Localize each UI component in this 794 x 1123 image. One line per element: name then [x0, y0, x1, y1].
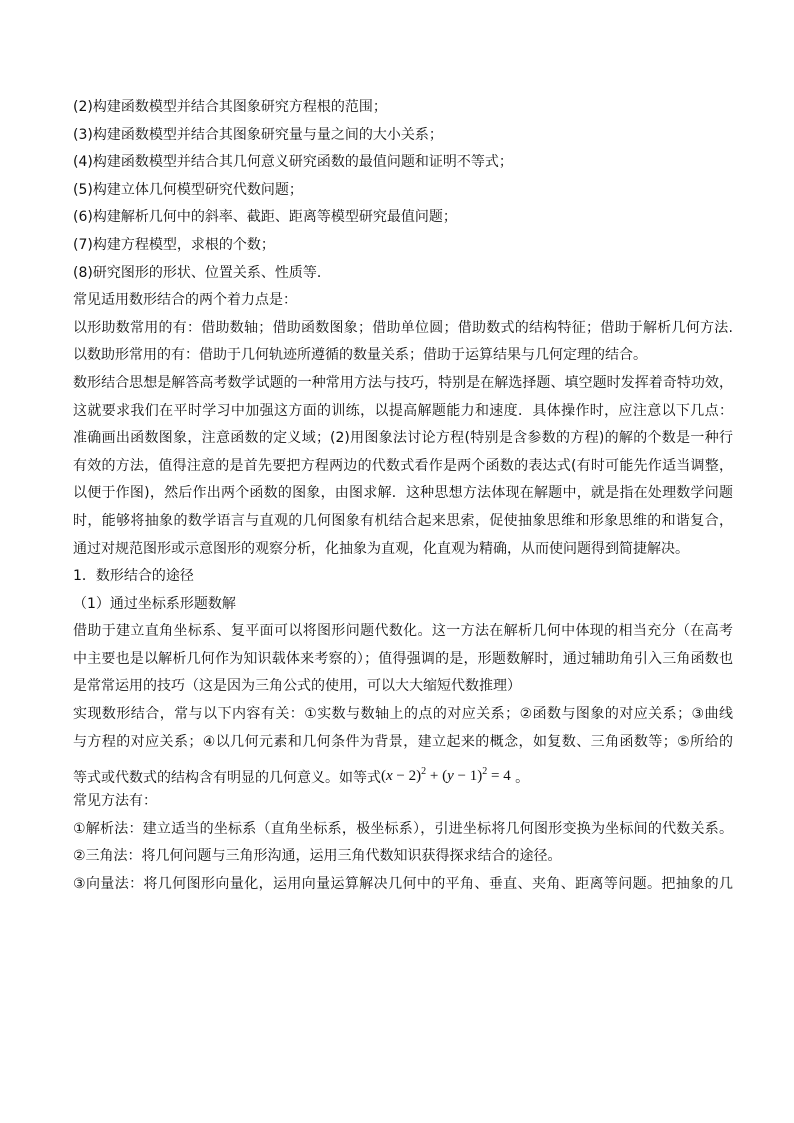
- text-line: (4)构建函数模型并结合其几何意义研究函数的最值问题和证明不等式；: [73, 154, 513, 171]
- text-line: 这就要求我们在平时学习中加强这方面的训练，以提高解题能力和速度．具体操作时，应注意以下几点：: [73, 402, 733, 419]
- text-line: (8)研究图形的形状、位置关系、性质等．: [73, 264, 331, 281]
- text-line: 是常常运用的技巧（这是因为三角公式的使用，可以大大缩短代数推理）: [73, 678, 521, 695]
- text-line: 常见方法有：: [73, 793, 157, 810]
- text-line: 常见适用数形结合的两个着力点是：: [73, 292, 297, 309]
- text-line: (2)构建函数模型并结合其图象研究方程根的范围；: [73, 99, 387, 115]
- text-line: ①解析法：建立适当的坐标系（直角坐标系，极坐标系），引进坐标将几何图形变换为坐标间的代数关系。: [73, 820, 733, 837]
- text-line: ③向量法：将几何图形向量化，运用向量运算解决几何中的平角、垂直、夹角、距离等问题。把抽象的几: [73, 876, 733, 893]
- text-line: 通过对规范图形或示意图形的观察分析，化抽象为直观，化直观为精确，从而使问题得到简捷解决。: [73, 540, 689, 557]
- text-line: (5)构建立体几何模型研究代数问题；: [73, 181, 303, 198]
- text-line: 有效的方法，值得注意的是首先要把方程两边的代数式看作是两个函数的表达式(有时可能先作适当调整，: [73, 457, 733, 474]
- text-line: (3)构建函数模型并结合其图象研究量与量之间的大小关系；: [73, 126, 443, 143]
- text-line: (6)构建解析几何中的斜率、截距、距离等模型研究最值问题；: [73, 209, 457, 226]
- text-line: 以形助数常用的有：借助数轴；借助函数图象；借助单位圆；借助数式的结构特征；借助于解析几何方法.: [73, 319, 733, 336]
- text-line: 与方程的对应关系；④以几何元素和几何条件为背景，建立起来的概念，如复数、三角函数等；⑤所给的: [73, 733, 733, 750]
- formula-line-prefix: 等式或代数式的结构含有明显的几何意义。如等式: [73, 770, 381, 787]
- section-heading: 1．数形结合的途径: [73, 568, 194, 585]
- text-line: 借助于建立直角坐标系、复平面可以将图形问题代数化。这一方法在解析几何中体现的相当充分（在高考: [73, 623, 733, 640]
- subsection-heading: （1）通过坐标系形题数解: [73, 595, 236, 612]
- text-line: ②三角法：将几何问题与三角形沟通，运用三角代数知识获得探求结合的途径。: [73, 848, 562, 865]
- text-line: 以便于作图)，然后作出两个函数的图象，由图求解．这种思想方法体现在解题中，就是指在处理数学问题: [73, 485, 733, 502]
- text-line: 数形结合思想是解答高考数学试题的一种常用方法与技巧，特别是在解选择题、填空题时发挥着奇特功效，: [73, 374, 733, 391]
- text-line: 准确画出函数图象，注意函数的定义域；(2)用图象法讨论方程(特别是含参数的方程)的解的个数是一种行: [73, 430, 733, 447]
- text-line: 实现数形结合，常与以下内容有关：①实数与数轴上的点的对应关系；②函数与图象的对应关系；③曲线: [73, 706, 733, 723]
- text-line: 时，能够将抽象的数学语言与直观的几何图象有机结合起来思索，促使抽象思维和形象思维的和谐复合，: [73, 512, 733, 529]
- text-line: (7)构建方程模型，求根的个数；: [73, 236, 275, 253]
- document-body: [73, 94, 733, 899]
- formula-line: [73, 756, 733, 788]
- text-line: 以数助形常用的有：借助于几何轨迹所遵循的数量关系；借助于运算结果与几何定理的结合。: [73, 347, 647, 364]
- circle-equation: $(x - 2)^2 + (y - 1)^2 = 4$: [381, 766, 511, 785]
- text-line: 中主要也是以解析几何作为知识载体来考察的）；值得强调的是，形题数解时，通过辅助角引入三角函数也: [73, 650, 733, 667]
- formula-line-suffix: 。: [510, 770, 530, 787]
